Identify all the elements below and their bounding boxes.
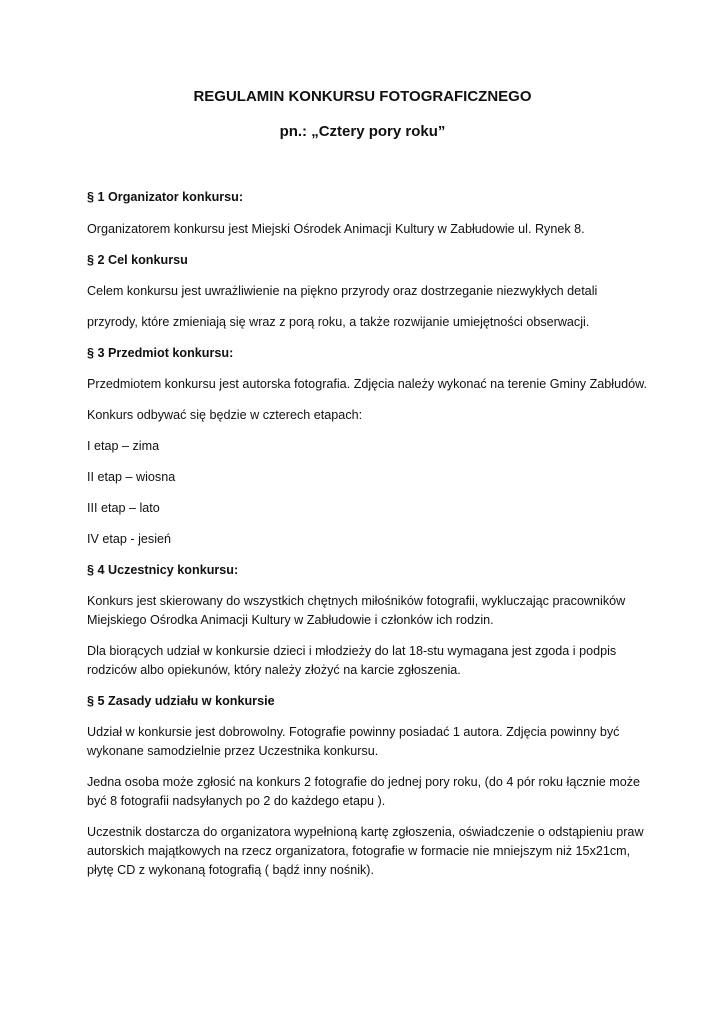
stage-item: II etap – wiosna [87,470,176,484]
section-4-p2-line-1: Dla biorących udział w konkursie dzieci i młodzieży do lat 18-stu wymagana jest zgoda i podpis [87,644,617,658]
section-3-text-2: Konkurs odbywać się będzie w czterech etapach: [87,408,363,422]
stage-item: III etap – lato [87,501,160,515]
section-3-text-1: Przedmiotem konkursu jest autorska fotografia. Zdjęcia należy wykonać na terenie Gminy Zabłudów. [87,377,647,391]
section-5-p2-line-2: być 8 fotografii nadsyłanych po 2 do każdego etapu ). [87,794,386,808]
section-5-p3-line-1: Uczestnik dostarcza do organizatora wypełnioną kartę zgłoszenia, oświadczenie o odstąpieniu praw [87,825,644,839]
section-4-p1-line-1: Konkurs jest skierowany do wszystkich chętnych miłośników fotografii, wykluczając pracowników [87,594,626,608]
section-5-heading: § 5 Zasady udziału w konkursie [87,694,275,708]
section-5-p2-line-1: Jedna osoba może zgłosić na konkurs 2 fotografie do jednej pory roku, (do 4 pór roku łącznie może [87,775,641,789]
section-1-heading: § 1 Organizator konkursu: [87,190,244,204]
section-4-p2-line-2: rodziców albo opiekunów, który należy złożyć na karcie zgłoszenia. [87,663,461,677]
section-5-p3-line-2: autorskich majątkowych na rzecz organizatora, fotografie w formacie nie mniejszym niż 15x21cm, [87,844,631,858]
section-5-p1-line-1: Udział w konkursie jest dobrowolny. Fotografie powinny posiadać 1 autora. Zdjęcia powinny być [87,725,620,739]
section-5-p1-line-2: wykonane samodzielnie przez Uczestnika konkursu. [87,744,379,758]
section-2-line-2: przyrody, które zmieniają się wraz z porą roku, a także rozwijanie umiejętności obserwacji. [87,315,590,329]
section-3-heading: § 3 Przedmiot konkursu: [87,346,234,360]
stage-item: IV etap - jesień [87,532,172,546]
section-2-heading: § 2 Cel konkursu [87,253,188,267]
section-5-p3-line-3: płytę CD z wykonaną fotografią ( bądź inny nośnik). [87,863,374,877]
document-title: REGULAMIN KONKURSU FOTOGRAFICZNEGO [193,88,532,105]
section-4-p1-line-2: Miejskiego Ośrodka Animacji Kultury w Zabłudowie i członków ich rodzin. [87,613,494,627]
section-2-line-1: Celem konkursu jest uwrażliwienie na piękno przyrody oraz dostrzeganie niezwykłych detali [87,284,598,298]
section-4-heading: § 4 Uczestnicy konkursu: [87,563,239,577]
section-1-text: Organizatorem konkursu jest Miejski Ośrodek Animacji Kultury w Zabłudowie ul. Rynek 8. [87,222,585,236]
document-subtitle: pn.: „Cztery pory roku” [279,123,446,140]
stage-item: I etap – zima [87,439,160,453]
